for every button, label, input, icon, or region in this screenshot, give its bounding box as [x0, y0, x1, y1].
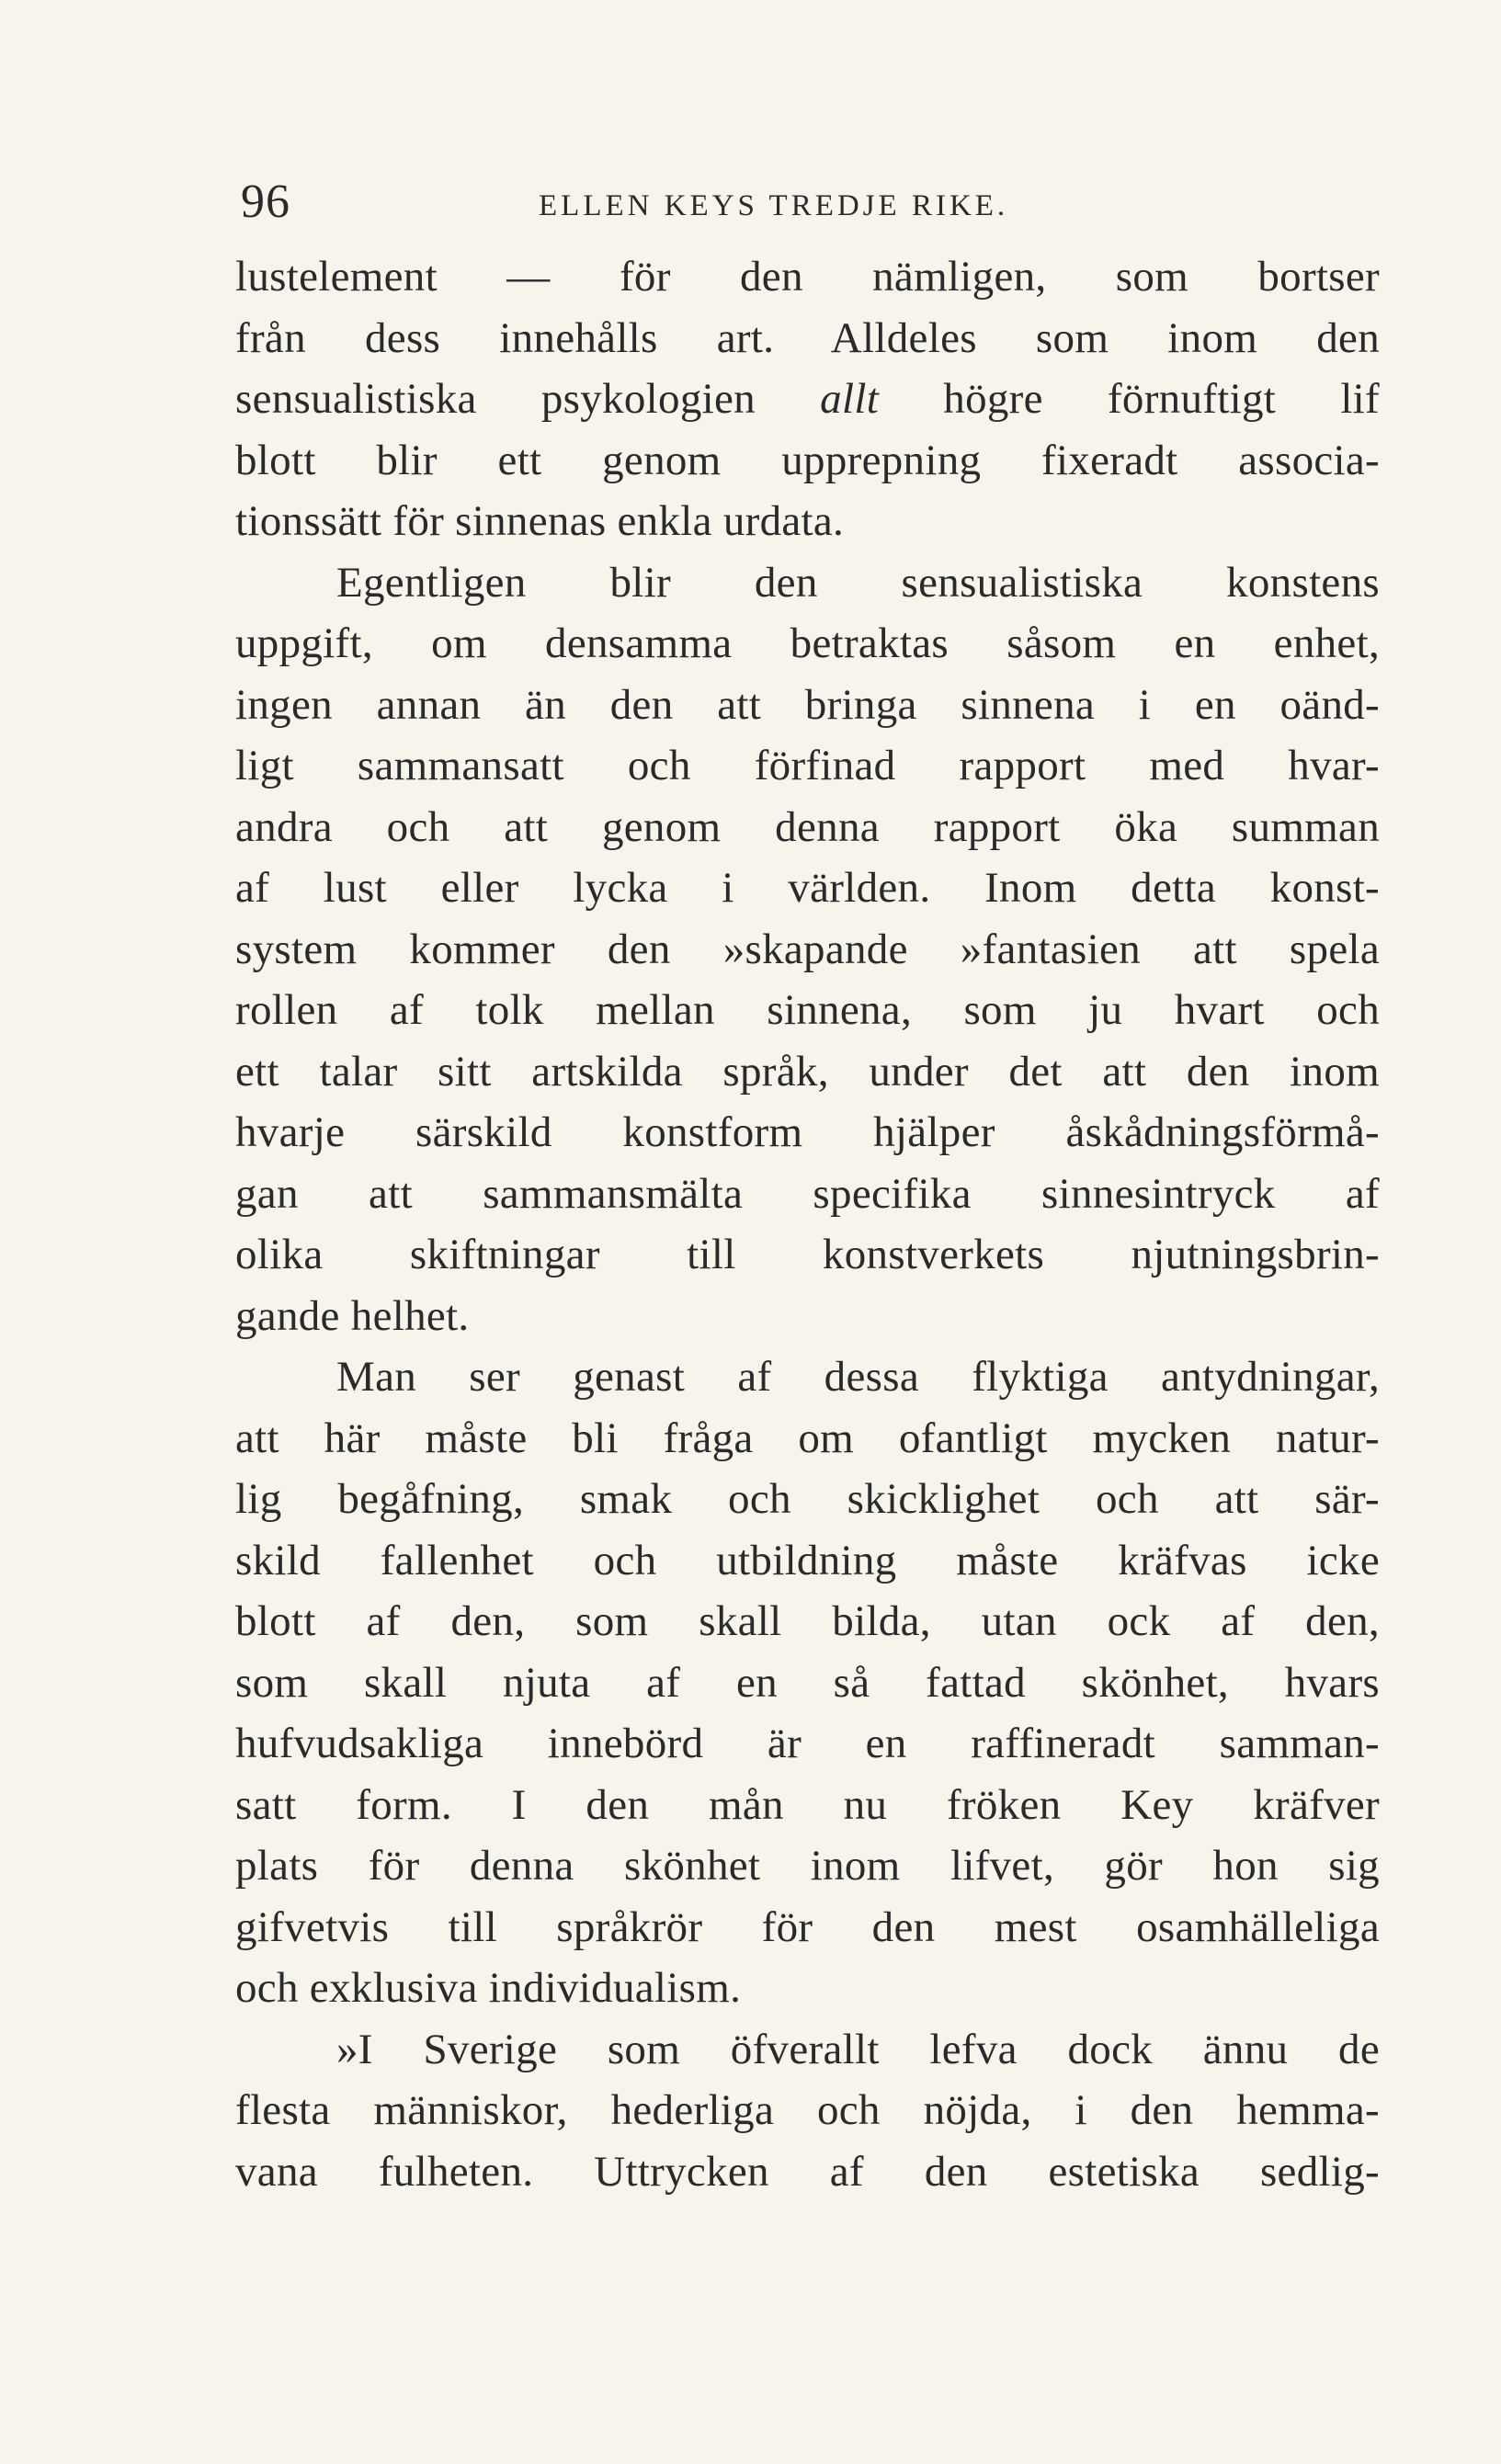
text-line: satt form. I den mån nu fröken Key kräfver [235, 1780, 1380, 1829]
text-line: ingen annan än den att bringa sinnena i en oänd- [235, 680, 1380, 729]
text-line: lustelement — för den nämligen, som bortser [235, 253, 1380, 301]
paragraph-start-line: Egentligen blir den sensualistiska konstens [336, 558, 1380, 607]
text-line: vana fulheten. Uttrycken af den estetiska sedlig- [235, 2147, 1380, 2196]
book-page [235, 165, 1380, 2202]
text-line: från dess innehålls art. Alldeles som inom den [235, 313, 1380, 362]
emphasized-word: allt [820, 375, 880, 423]
page-number: 96 [241, 176, 290, 228]
text-span: högre förnuftigt lif [943, 375, 1380, 423]
text-line: blott af den, som skall bilda, utan ock af den, [235, 1597, 1380, 1645]
text-line: skild fallenhet och utbildning måste kräfvas icke [235, 1536, 1380, 1584]
text-line: ligt sammansatt och förfinad rapport med hvar- [235, 742, 1380, 789]
text-line: som skall njuta af en så fattad skönhet, hvars [235, 1658, 1380, 1707]
text-line: flesta människor, hederliga och nöjda, i den hemma- [235, 2086, 1380, 2134]
text-line: gande helhet. [235, 1291, 470, 1340]
text-line: hvarje särskild konstform hjälper åskådningsförmå- [235, 1108, 1380, 1156]
text-line: blott blir ett genom upprepning fixeradt associa- [235, 436, 1380, 484]
text-line: plats för denna skönhet inom lifvet, gör hon sig [235, 1842, 1380, 1890]
body-text [235, 246, 1380, 2202]
text-line: andra och att genom denna rapport öka summan [235, 802, 1380, 851]
paragraph-start-line: »I Sverige som öfverallt lefva dock ännu de [336, 2025, 1380, 2073]
text-line: och exklusiva individualism. [235, 1964, 742, 2012]
text-line: hufvudsakliga innebörd är en raffineradt samman- [235, 1720, 1380, 1767]
text-line: olika skiftningar till konstverkets njutningsbrin- [235, 1231, 1380, 1278]
running-title: ELLEN KEYS TREDJE RIKE. [539, 189, 1009, 222]
text-line: rollen af tolk mellan sinnena, som ju hvart och [235, 986, 1380, 1034]
text-line [235, 369, 1380, 430]
paragraph-start-line: Man ser genast af dessa flyktiga antydningar, [336, 1353, 1380, 1401]
text-line: gifvetvis till språkrör för den mest osamhälleliga [235, 1902, 1380, 1951]
text-line: lig begåfning, smak och skicklighet och att sär- [235, 1475, 1380, 1523]
text-line: gan att sammansmälta specifika sinnesintryck af [235, 1169, 1380, 1218]
text-line: af lust eller lycka i världen. Inom detta konst- [235, 864, 1380, 912]
text-line: att här måste bli fråga om ofantligt mycken natur- [235, 1414, 1380, 1462]
text-span: sensualistiska psykologien [235, 375, 756, 423]
text-line: tionssätt för sinnenas enkla urdata. [235, 497, 845, 545]
running-head [235, 165, 1380, 239]
text-line: ett talar sitt artskilda språk, under det att den inom [235, 1047, 1380, 1096]
text-line: system kommer den »skapande »fantasien att spela [235, 925, 1380, 973]
text-line: uppgift, om densamma betraktas såsom en enhet, [235, 619, 1380, 667]
